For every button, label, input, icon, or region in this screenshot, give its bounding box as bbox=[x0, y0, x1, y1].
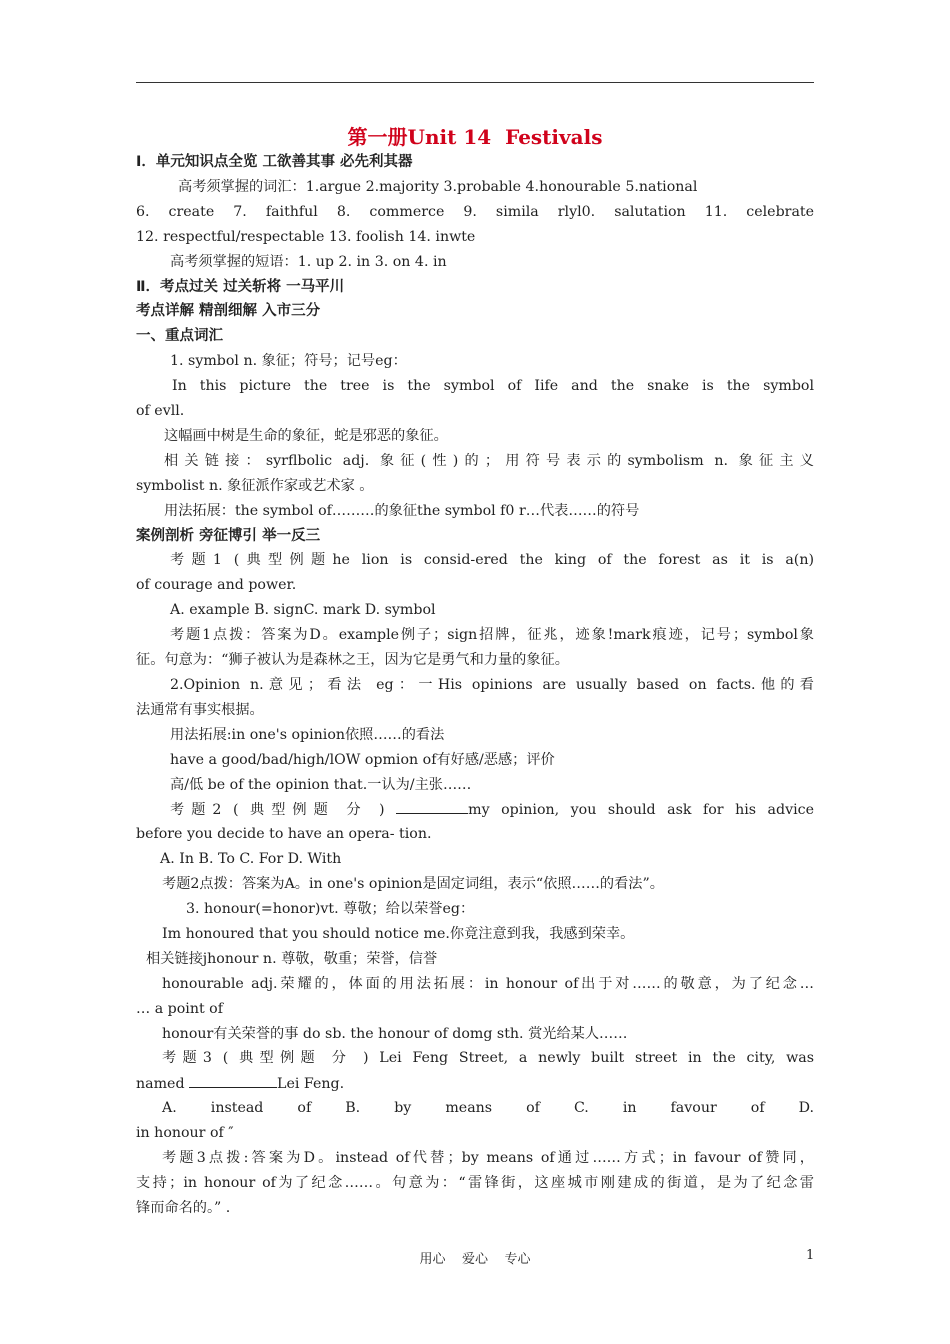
line-text: 考题3 ( 典型例题 分 ) Lei Feng Street, a newly built street in the city, was bbox=[162, 1050, 814, 1067]
text-line bbox=[146, 949, 814, 969]
line-text: 相关链接jhonour n. 尊敬，敬重；荣誉，信誉 bbox=[146, 950, 438, 967]
text-line bbox=[162, 924, 814, 944]
line-text: 征。句意为：“狮子被认为是森林之王，因为它是勇气和力量的象征。 bbox=[136, 652, 569, 668]
line-text: 3. honour(=honor)vt. 尊敬；给以荣誉eg： bbox=[186, 901, 475, 917]
line-text-after-blank: Lei Feng. bbox=[277, 1076, 345, 1093]
line-text: named bbox=[136, 1076, 190, 1093]
line-text-after-blank: my opinion, you should ask for his advice bbox=[468, 802, 814, 819]
line-text: 考题2点拨：答案为A。in one's opinion是固定词组，表示“依照……的看法”。 bbox=[162, 876, 664, 893]
section-heading bbox=[136, 277, 814, 297]
text-line bbox=[136, 227, 814, 247]
text-line bbox=[170, 799, 814, 820]
text-line bbox=[170, 775, 814, 795]
section-heading bbox=[136, 526, 814, 546]
text-line bbox=[162, 1048, 814, 1068]
answer-blank bbox=[396, 799, 468, 814]
text-line bbox=[170, 750, 814, 770]
line-text: 这幅画中树是生命的象征，蛇是邪恶的象征。 bbox=[164, 427, 448, 444]
line-text: 1. symbol n. 象征；符号；记号eg： bbox=[170, 353, 407, 370]
line-text: 考题2 ( 典型例题 分 ) bbox=[170, 802, 397, 819]
line-text: 6. create 7. faithful 8. commerce 9. simila rlyl0. salutation 11. celebrate bbox=[136, 203, 814, 220]
footer-motto: 用心 爱心 专心 bbox=[419, 1252, 531, 1267]
line-text: before you decide to have an opera- tion. bbox=[136, 826, 432, 843]
text-line bbox=[170, 252, 814, 272]
section-heading bbox=[136, 326, 814, 346]
text-line bbox=[170, 351, 814, 371]
text-line bbox=[162, 1024, 814, 1044]
line-text: of evll. bbox=[136, 403, 185, 419]
text-line bbox=[136, 700, 814, 720]
line-text: 相关链接：syrflbolic adj. 象征(性)的；用符号表示的symbolism n. 象征主义 bbox=[164, 452, 814, 469]
line-text: 用法拓展:in one's opinion依照……的看法 bbox=[170, 726, 445, 743]
line-text: 12. respectful/respectable 13. foolish 14. inwte bbox=[136, 228, 476, 245]
text-line bbox=[136, 476, 814, 496]
line-text: 高考须掌握的词汇：1.argue 2.majority 3.probable 4.honourable 5.national bbox=[178, 178, 698, 195]
text-line bbox=[136, 824, 814, 844]
line-text: A. In B. To C. For D. With bbox=[160, 851, 342, 868]
line-text: 考题1 (典型例题he lion is consid-ered the king of the forest as it is a(n) bbox=[170, 552, 814, 569]
line-text: 支持；in honour of为了纪念……。句意为：“雷锋街，这座城市刚建成的街道，是为了纪念雷 bbox=[136, 1174, 814, 1191]
line-text: 2.Opinion n.意见；看法 eg：一His opinions are usually based on facts.他的看 bbox=[170, 676, 814, 693]
line-text: 考题1点拨：答案为D。example例子；sign招牌，征兆，迹象!mark痕迹，记号；symbol象 bbox=[170, 627, 814, 644]
line-text: symbolist n. 象征派作家或艺术家 。 bbox=[136, 477, 374, 494]
text-line bbox=[136, 1198, 814, 1218]
text-line bbox=[160, 849, 814, 869]
text-line bbox=[164, 501, 814, 521]
line-text: … a point of bbox=[136, 1000, 223, 1017]
line-text: 用法拓展：the symbol of………的象征the symbol f0 r…代表……的符号 bbox=[164, 502, 640, 519]
line-text: Im honoured that you should notice me.你竟注意到我，我感到荣幸。 bbox=[162, 925, 635, 942]
text-line bbox=[136, 1073, 814, 1094]
line-text: 考题3点拨:答案为D。instead of代替；by means of通过……方式；in favour of赞同， bbox=[162, 1150, 814, 1166]
text-line bbox=[162, 1148, 814, 1168]
text-line bbox=[170, 725, 814, 745]
text-line bbox=[136, 401, 814, 421]
line-text: 锋而命名的。” . bbox=[136, 1199, 231, 1216]
text-line bbox=[170, 550, 814, 570]
line-text: Ⅱ．考点过关 过关斩将 一马平川 bbox=[136, 278, 345, 295]
line-text: In this picture the tree is the symbol of Iife and the snake is the symbol bbox=[172, 378, 814, 395]
line-text: 案例剖析 旁征博引 举一反三 bbox=[136, 527, 321, 544]
line-text: 一、重点词汇 bbox=[136, 328, 223, 345]
line-text: 法通常有事实根据。 bbox=[136, 701, 264, 718]
header-rule bbox=[136, 82, 814, 83]
line-text: 高/低 be of the opinion that.一认为/主张…… bbox=[170, 776, 472, 793]
text-line bbox=[136, 999, 814, 1019]
line-text: A. instead of B. by means of C. in favour of D. bbox=[162, 1100, 814, 1117]
text-line bbox=[136, 650, 814, 670]
text-line bbox=[136, 1123, 814, 1143]
answer-blank bbox=[189, 1073, 277, 1088]
line-text: 考点详解 精剖细解 入市三分 bbox=[136, 303, 321, 320]
text-line bbox=[162, 874, 814, 894]
text-line bbox=[162, 974, 814, 994]
line-text: I．单元知识点全览 工欲善其事 必先利其器 bbox=[136, 154, 413, 170]
line-text: honour有关荣誉的事 do sb. the honour of domg sth. 赏光给某人…… bbox=[162, 1025, 628, 1042]
page-number: 1 bbox=[806, 1248, 815, 1263]
text-line bbox=[162, 1098, 814, 1118]
text-line bbox=[164, 451, 814, 471]
line-text: in honour of ″ bbox=[136, 1125, 234, 1142]
page-title: 第一册Unit 14 Festivals bbox=[347, 125, 603, 149]
line-text: honourable adj.荣耀的，体面的用法拓展：in honour of出于对……的敬意，为了纪念… bbox=[162, 975, 814, 992]
text-line bbox=[136, 575, 814, 595]
text-line bbox=[170, 675, 814, 695]
text-line bbox=[164, 426, 814, 446]
section-heading bbox=[136, 301, 814, 321]
text-line bbox=[178, 177, 814, 197]
line-text: have a good/bad/high/lOW opmion of有好感/恶感；评价 bbox=[170, 751, 555, 768]
text-line bbox=[136, 1173, 814, 1193]
text-line bbox=[186, 899, 814, 919]
line-text: 高考须掌握的短语：1. up 2. in 3. on 4. in bbox=[170, 253, 447, 270]
text-line bbox=[136, 202, 814, 222]
text-line bbox=[170, 600, 814, 620]
section-heading bbox=[136, 152, 814, 172]
text-line bbox=[172, 376, 814, 396]
line-text: of courage and power. bbox=[136, 577, 297, 594]
text-line bbox=[170, 625, 814, 645]
line-text: A. example B. signC. mark D. symbol bbox=[170, 602, 436, 619]
